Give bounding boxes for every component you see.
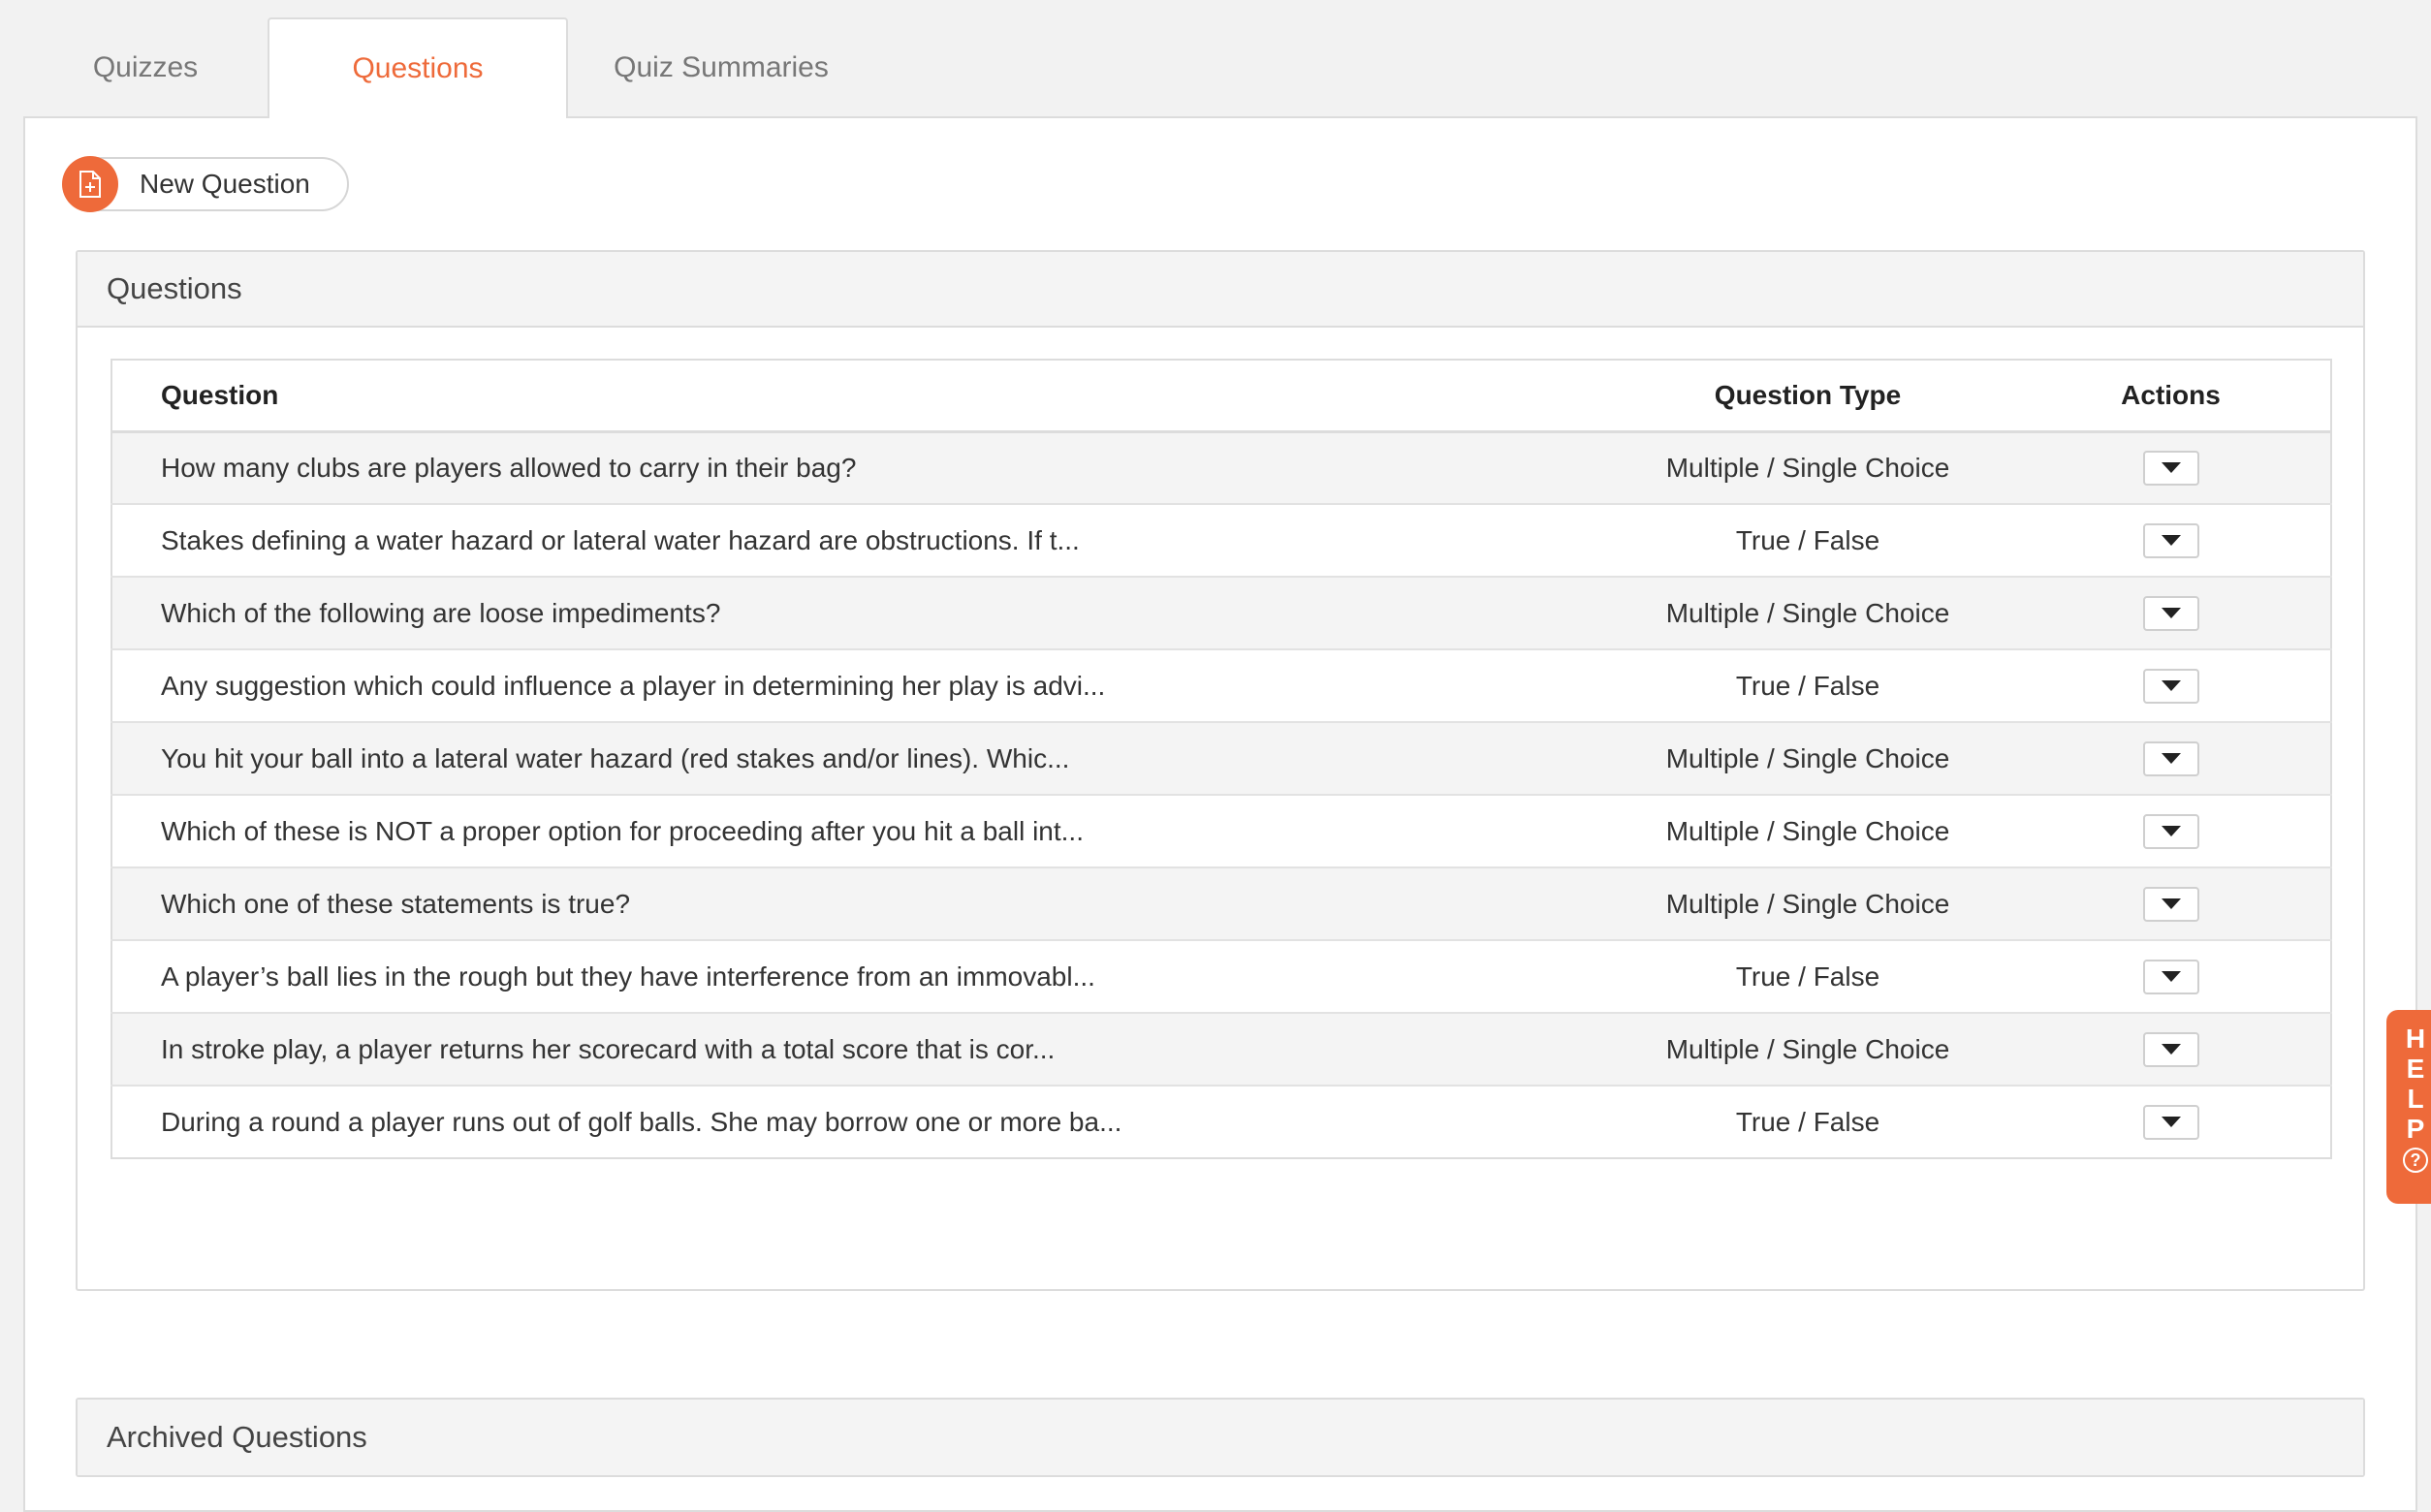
table-row	[111, 577, 2331, 649]
actions-dropdown-button[interactable]	[2143, 887, 2199, 922]
column-header-actions: Actions	[2011, 360, 2331, 431]
help-letter: E	[2406, 1054, 2425, 1084]
caret-down-icon	[2162, 462, 2181, 473]
actions-cell	[2011, 940, 2331, 1013]
caret-down-icon	[2162, 753, 2181, 764]
actions-dropdown-button[interactable]	[2143, 960, 2199, 994]
question-type: True / False	[1604, 504, 2011, 577]
actions-dropdown-button[interactable]	[2143, 523, 2199, 558]
actions-dropdown-button[interactable]	[2143, 814, 2199, 849]
actions-dropdown-button[interactable]	[2143, 741, 2199, 776]
help-letter: P	[2406, 1114, 2425, 1144]
question-text: How many clubs are players allowed to carry in their bag?	[111, 431, 1604, 504]
caret-down-icon	[2162, 971, 2181, 982]
actions-cell	[2011, 649, 2331, 722]
question-text: Which of these is NOT a proper option for proceeding after you hit a ball int...	[111, 795, 1604, 867]
caret-down-icon	[2162, 535, 2181, 546]
question-text: A player’s ball lies in the rough but they have interference from an immovabl...	[111, 940, 1604, 1013]
question-type: True / False	[1604, 1086, 2011, 1158]
new-question-label: New Question	[140, 169, 310, 199]
question-type: Multiple / Single Choice	[1604, 577, 2011, 649]
archived-questions-section[interactable]	[76, 1398, 2365, 1477]
table-row	[111, 1086, 2331, 1158]
actions-cell	[2011, 504, 2331, 577]
new-question-button[interactable]	[64, 157, 349, 211]
actions-dropdown-button[interactable]	[2143, 1105, 2199, 1140]
actions-dropdown-button[interactable]	[2143, 669, 2199, 704]
question-text: Any suggestion which could influence a player in determining her play is advi...	[111, 649, 1604, 722]
question-text: Which of the following are loose impediments?	[111, 577, 1604, 649]
caret-down-icon	[2162, 1117, 2181, 1127]
caret-down-icon	[2162, 1044, 2181, 1055]
question-type: Multiple / Single Choice	[1604, 867, 2011, 940]
table-row	[111, 504, 2331, 577]
actions-cell	[2011, 431, 2331, 504]
table-row	[111, 1013, 2331, 1086]
actions-cell	[2011, 577, 2331, 649]
questions-section	[76, 250, 2365, 1291]
actions-cell	[2011, 1013, 2331, 1086]
table-row	[111, 649, 2331, 722]
caret-down-icon	[2162, 680, 2181, 691]
section-title: Archived Questions	[78, 1400, 2363, 1475]
table-row	[111, 867, 2331, 940]
actions-dropdown-button[interactable]	[2143, 451, 2199, 486]
question-text: Which one of these statements is true?	[111, 867, 1604, 940]
table-row	[111, 431, 2331, 504]
actions-dropdown-button[interactable]	[2143, 1032, 2199, 1067]
caret-down-icon	[2162, 826, 2181, 836]
column-header-type: Question Type	[1604, 360, 2011, 431]
questions-table	[110, 359, 2332, 1159]
question-text: You hit your ball into a lateral water hazard (red stakes and/or lines). Whic...	[111, 722, 1604, 795]
tab-questions[interactable]: Questions	[268, 17, 568, 118]
question-text: During a round a player runs out of golf balls. She may borrow one or more ba...	[111, 1086, 1604, 1158]
tab-quizzes[interactable]: Quizzes	[92, 50, 199, 83]
help-tab[interactable]	[2386, 1010, 2431, 1204]
actions-cell	[2011, 867, 2331, 940]
help-letter: L	[2407, 1084, 2424, 1114]
question-text: Stakes defining a water hazard or lateral water hazard are obstructions. If t...	[111, 504, 1604, 577]
help-letter: H	[2405, 1024, 2426, 1054]
actions-cell	[2011, 795, 2331, 867]
actions-cell	[2011, 722, 2331, 795]
tab-bar	[23, 17, 2417, 117]
question-text: In stroke play, a player returns her scorecard with a total score that is cor...	[111, 1013, 1604, 1086]
column-header-question: Question	[111, 360, 1604, 431]
question-type: True / False	[1604, 940, 2011, 1013]
actions-cell	[2011, 1086, 2331, 1158]
new-document-icon	[62, 156, 118, 212]
question-type: Multiple / Single Choice	[1604, 1013, 2011, 1086]
actions-dropdown-button[interactable]	[2143, 596, 2199, 631]
table-row	[111, 940, 2331, 1013]
caret-down-icon	[2162, 898, 2181, 909]
question-type: Multiple / Single Choice	[1604, 795, 2011, 867]
tab-content-panel	[23, 116, 2417, 1512]
question-type: Multiple / Single Choice	[1604, 431, 2011, 504]
caret-down-icon	[2162, 608, 2181, 618]
table-row	[111, 722, 2331, 795]
table-row	[111, 795, 2331, 867]
question-type: True / False	[1604, 649, 2011, 722]
tab-quiz-summaries[interactable]: Quiz Summaries	[614, 50, 829, 83]
section-title: Questions	[78, 252, 2363, 328]
question-type: Multiple / Single Choice	[1604, 722, 2011, 795]
question-circle-icon: ?	[2403, 1148, 2428, 1173]
